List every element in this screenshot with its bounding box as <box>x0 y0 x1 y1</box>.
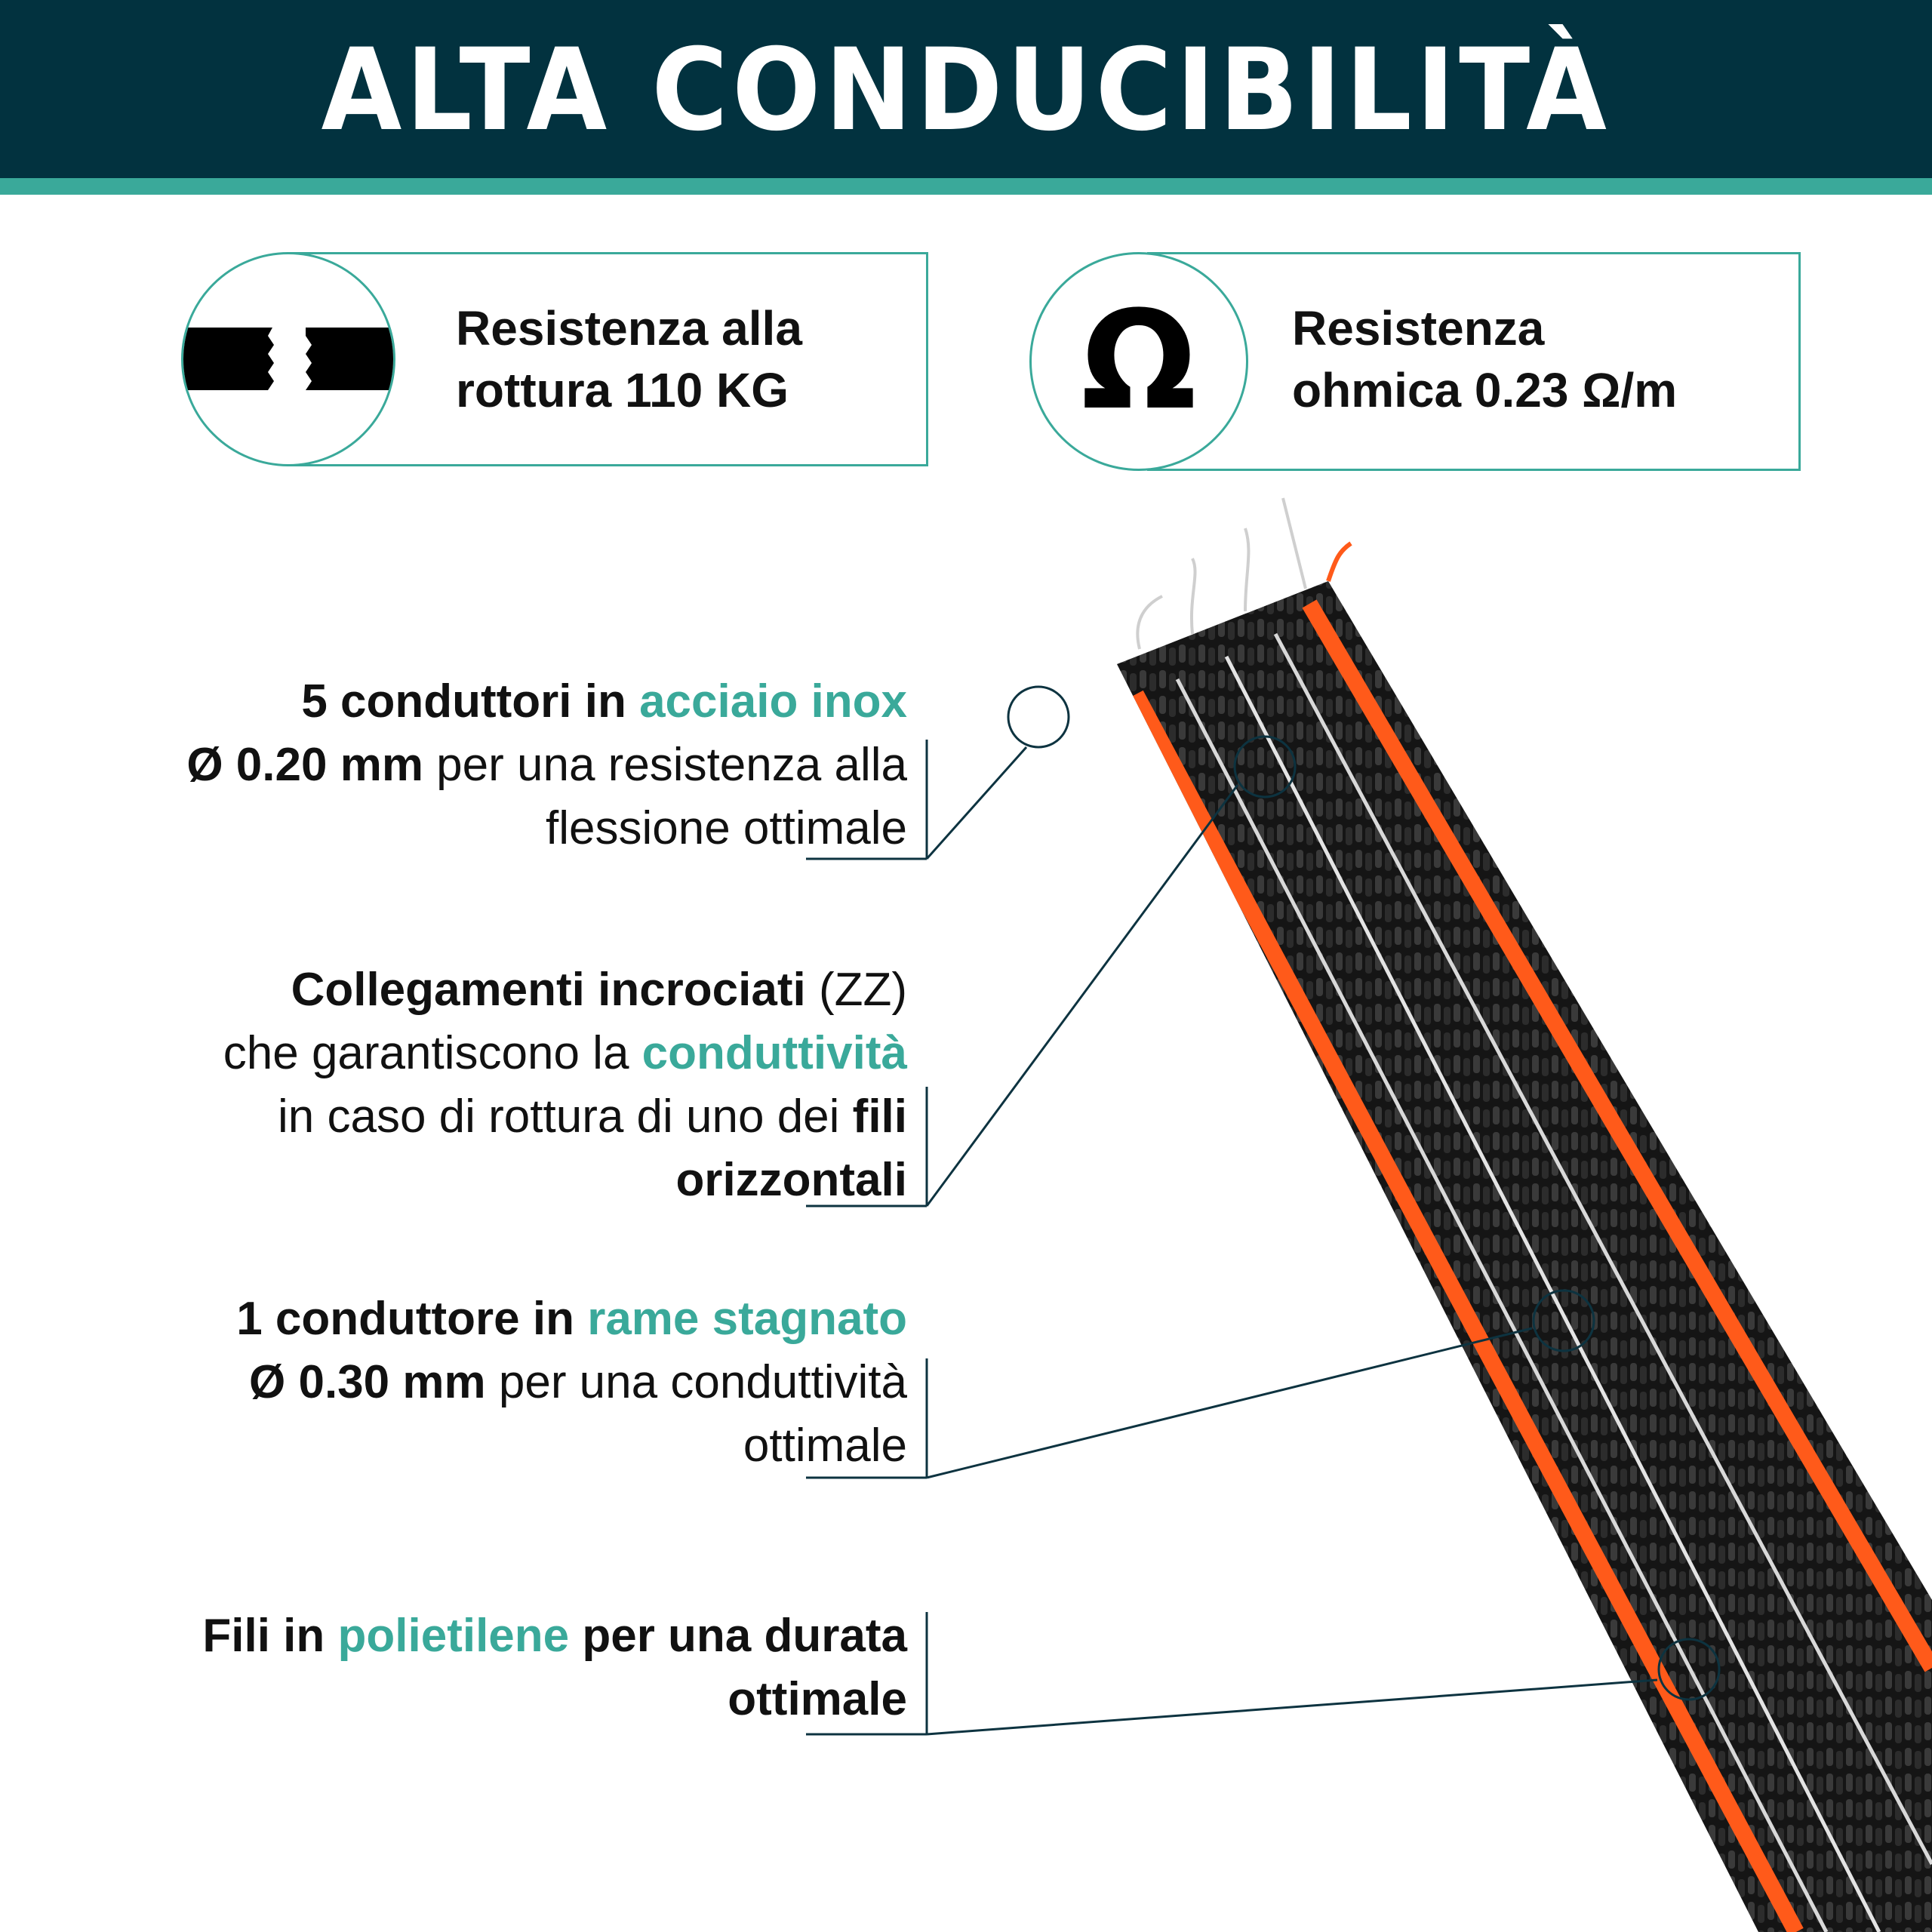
feature-line: Ø 0.30 mm per una conduttività <box>249 1356 907 1408</box>
feature-stainless-conductors <box>186 670 907 860</box>
spec-line: Resistenza alla <box>456 301 802 355</box>
feature-highlight: acciaio inox <box>639 675 907 728</box>
feature-highlight: conduttività <box>641 1027 907 1079</box>
feature-line: ottimale <box>743 1420 907 1472</box>
feature-line: ottimale <box>728 1673 907 1725</box>
feature-highlight: rame stagnato <box>587 1293 907 1345</box>
spec-line: ohmica 0.23 Ω/m <box>1292 363 1678 417</box>
feature-line: che garantiscono la conduttività <box>223 1027 907 1079</box>
page-title: ALTA CONDUCIBILITÀ <box>321 25 1611 156</box>
spec-line: rottura 110 KG <box>456 363 789 417</box>
feature-cross-links <box>223 958 907 1212</box>
feature-copper-conductor <box>236 1287 907 1478</box>
spec-line: Resistenza <box>1292 301 1545 355</box>
feature-polyethylene <box>202 1604 907 1731</box>
feature-line: in caso di rottura di uno dei fili <box>277 1091 907 1143</box>
feature-line: Fili in polietilene per una durata <box>202 1610 907 1662</box>
fence-tape <box>1117 498 1932 1932</box>
omega-icon: Ω <box>1081 282 1197 440</box>
feature-line: Ø 0.20 mm per una resistenza alla <box>186 739 907 791</box>
feature-line: flessione ottimale <box>545 802 907 854</box>
feature-line: orizzontali <box>675 1154 907 1206</box>
feature-line: 1 conduttore in rame stagnato <box>236 1293 907 1345</box>
feature-line: 5 conduttori in acciaio inox <box>301 675 907 728</box>
feature-highlight: polietilene <box>337 1610 570 1662</box>
feature-line: Collegamenti incrociati (ZZ) <box>291 964 907 1016</box>
